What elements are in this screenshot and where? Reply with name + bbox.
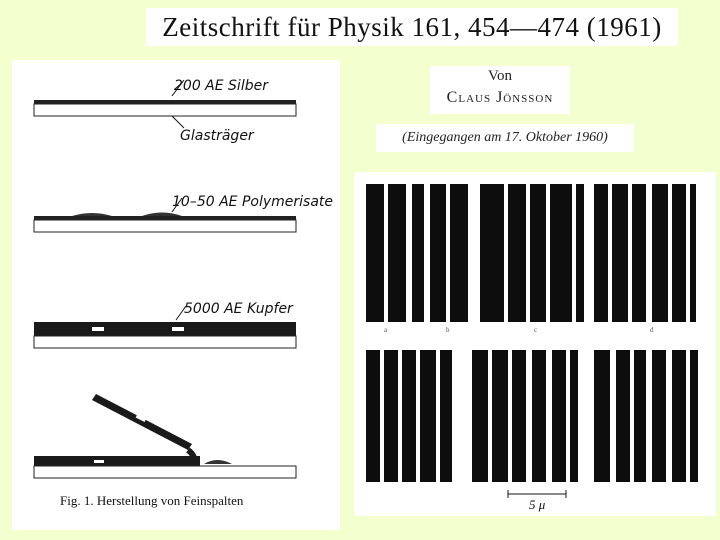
author-block xyxy=(430,66,570,114)
received-date: (Eingegangen am 17. Oktober 1960) xyxy=(376,124,634,152)
bottom-micrograph-bar xyxy=(570,350,578,482)
bottom-micrograph-bar xyxy=(616,350,630,482)
stage-3-copper xyxy=(34,301,296,348)
stage-2-polymer xyxy=(34,194,333,232)
scale-label: 5 μ xyxy=(529,497,546,512)
peeled-film xyxy=(92,394,192,450)
silver-layer xyxy=(34,100,296,104)
bottom-micrograph-bar xyxy=(384,350,398,482)
top-micrograph-bar xyxy=(612,184,628,322)
glass-substrate xyxy=(34,104,296,116)
stage-4-peeling xyxy=(34,394,296,478)
bottom-micrograph-bar xyxy=(594,350,610,482)
copper-gap-1 xyxy=(92,327,104,331)
copper-label: 5000 AE Kupfer xyxy=(184,301,293,317)
silver-layer-2 xyxy=(34,216,296,220)
bottom-micrograph-bar xyxy=(366,350,380,482)
bottom-micrograph-bar xyxy=(552,350,566,482)
top-micrograph-bar xyxy=(508,184,526,322)
polymer-islands xyxy=(72,213,182,217)
glass-leader-line xyxy=(172,116,184,128)
bottom-micrograph-bar xyxy=(672,350,686,482)
sublabel-c: c xyxy=(534,326,538,334)
sublabel-a: a xyxy=(384,326,388,334)
bottom-micrograph-bar xyxy=(634,350,646,482)
silver-label: 200 AE Silber xyxy=(174,78,268,94)
top-micrograph-bar xyxy=(530,184,546,322)
top-micrograph-bar xyxy=(652,184,668,322)
residue xyxy=(204,460,232,464)
glass-label: Glasträger xyxy=(180,128,254,144)
top-micrograph-bar xyxy=(450,184,468,322)
polymer-label: 10–50 AE Polymerisate xyxy=(172,194,334,210)
bottom-micrograph-bar xyxy=(402,350,416,482)
top-micrograph-bar xyxy=(594,184,608,322)
copper-gap-2 xyxy=(172,327,184,331)
top-micrograph-bar xyxy=(480,184,504,322)
figure-2-slit-micrographs xyxy=(354,172,716,516)
bottom-micrograph-bar xyxy=(420,350,436,482)
bottom-micrograph-bar xyxy=(512,350,526,482)
remaining-gap xyxy=(94,460,104,463)
micrograph-row-top xyxy=(366,184,696,322)
figure-1-fabrication-diagram xyxy=(12,60,340,530)
top-micrograph-bar xyxy=(576,184,584,322)
bottom-micrograph-bar xyxy=(472,350,488,482)
top-micrograph-bar xyxy=(366,184,384,322)
bottom-micrograph-bar xyxy=(440,350,452,482)
top-micrograph-bar xyxy=(388,184,406,322)
glass-substrate-4 xyxy=(34,466,296,478)
author-name: Claus Jönsson xyxy=(446,89,554,106)
top-micrograph-bar xyxy=(550,184,572,322)
sublabel-b: b xyxy=(446,326,450,334)
glass-substrate-2 xyxy=(34,220,296,232)
sublabel-d: d xyxy=(650,326,654,334)
figure-1-svg xyxy=(12,60,340,530)
remaining-copper xyxy=(34,456,200,466)
bottom-micrograph-bar xyxy=(492,350,508,482)
glass-substrate-3 xyxy=(34,336,296,348)
figure-1-caption: Fig. 1. Herstellung von Feinspalten xyxy=(60,493,244,508)
bottom-micrograph-bar xyxy=(690,350,698,482)
top-micrograph-bar xyxy=(430,184,446,322)
author-von: Von xyxy=(488,68,512,84)
bottom-micrograph-bar xyxy=(652,350,666,482)
top-micrograph-bar xyxy=(690,184,696,322)
top-micrograph-bar xyxy=(412,184,424,322)
journal-citation: Zeitschrift für Physik 161, 454—474 (1961) xyxy=(146,8,678,46)
stage-1-silver-on-glass xyxy=(34,78,296,144)
top-micrograph-bar xyxy=(672,184,686,322)
copper-layer xyxy=(34,322,296,336)
bottom-micrograph-bar xyxy=(532,350,546,482)
micrograph-row-bottom xyxy=(366,350,698,482)
figure-2-svg xyxy=(354,172,716,516)
top-micrograph-bar xyxy=(632,184,646,322)
